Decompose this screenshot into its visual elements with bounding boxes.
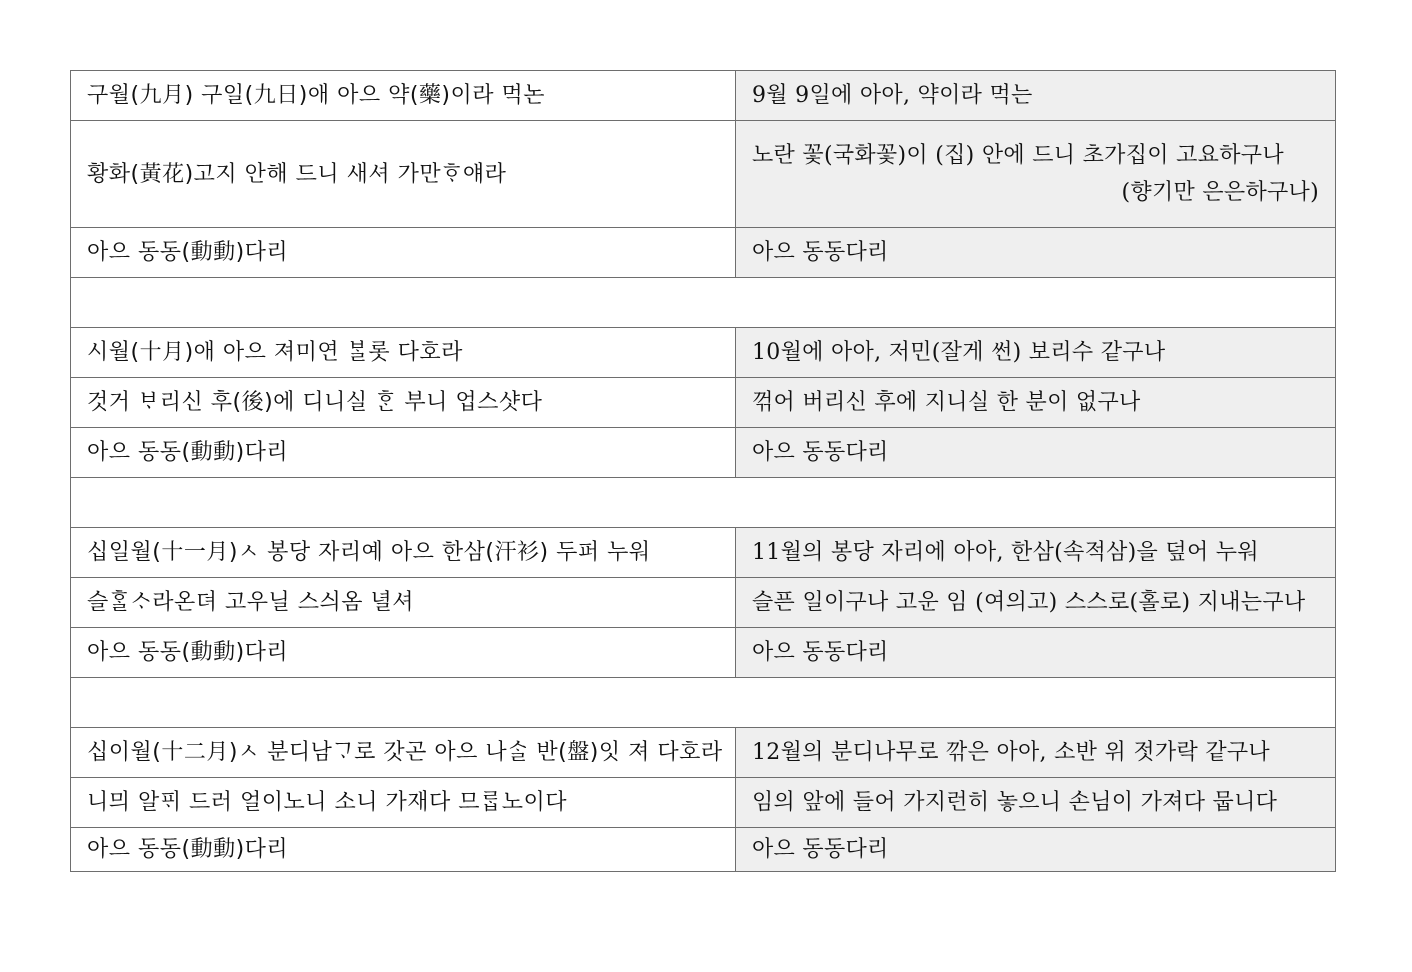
stanza-separator: [71, 478, 1336, 528]
table-row: [71, 728, 1336, 778]
table-row: [71, 228, 1336, 278]
separator-cell: [71, 678, 1336, 728]
original-cell: 아으 동동(動動)다리: [71, 428, 736, 478]
original-cell: 아으 동동(動動)다리: [71, 828, 736, 872]
translation-cell: 10월에 아아, 저민(잘게 썬) 보리수 같구나: [736, 328, 1336, 378]
original-cell: 시월(十月)애 아으 져미연 ᄇᆞᆯ롯 다호라: [71, 328, 736, 378]
original-cell: 황화(黃花)고지 안해 드니 새셔 가만ᄒᆞ얘라: [71, 121, 736, 228]
original-cell: 십일월(十一月)ㅅ 봉당 자리예 아으 한삼(汗衫) 두퍼 누워: [71, 528, 736, 578]
original-cell: 니믜 알ᄑᆡ 드러 얼이노니 소니 가재다 므ᄅᆞᆸ노이다: [71, 778, 736, 828]
translation-cell: 아으 동동다리: [736, 828, 1336, 872]
original-cell: 구월(九月) 구일(九日)애 아으 약(藥)이라 먹논: [71, 71, 736, 121]
translation-cell: 아으 동동다리: [736, 628, 1336, 678]
table-row: [71, 328, 1336, 378]
translation-line: 노란 꽃(국화꽃)이 (집) 안에 드니 초가집이 고요하구나: [752, 143, 1284, 168]
separator-cell: [71, 278, 1336, 328]
table-row: [71, 628, 1336, 678]
separator-cell: [71, 478, 1336, 528]
translation-cell: 12월의 분디나무로 깎은 아아, 소반 위 젓가락 같구나: [736, 728, 1336, 778]
table-row: [71, 828, 1336, 872]
stanza-separator: [71, 278, 1336, 328]
table-row: [71, 578, 1336, 628]
original-cell: 아으 동동(動動)다리: [71, 228, 736, 278]
translation-cell: 아으 동동다리: [736, 228, 1336, 278]
translation-cell: 아으 동동다리: [736, 428, 1336, 478]
translation-cell: 임의 앞에 들어 가지런히 놓으니 손님이 가져다 뭅니다: [736, 778, 1336, 828]
original-cell: 슬ᄒᆞᆯᄉᆞ라온뎌 고우닐 스싀옴 녈셔: [71, 578, 736, 628]
table-row: [71, 778, 1336, 828]
poem-table: [70, 70, 1336, 872]
translation-cell: 11월의 봉당 자리에 아아, 한삼(속적삼)을 덮어 누워: [736, 528, 1336, 578]
table-row: [71, 121, 1336, 228]
translation-line-2: (향기만 은은하구나): [1121, 180, 1319, 205]
translation-cell: 꺾어 버리신 후에 지니실 한 분이 없구나: [736, 378, 1336, 428]
translation-cell: [736, 121, 1336, 228]
table-row: [71, 71, 1336, 121]
translation-cell: 9월 9일에 아아, 약이라 먹는: [736, 71, 1336, 121]
table-row: [71, 428, 1336, 478]
table-row: [71, 378, 1336, 428]
stanza-separator: [71, 678, 1336, 728]
translation-cell: 슬픈 일이구나 고운 임 (여의고) 스스로(홀로) 지내는구나: [736, 578, 1336, 628]
original-cell: 아으 동동(動動)다리: [71, 628, 736, 678]
original-cell: 것거 ᄇᆞ리신 후(後)에 디니실 ᄒᆞᆫ 부니 업스샷다: [71, 378, 736, 428]
table-row: [71, 528, 1336, 578]
original-cell: 십이월(十二月)ㅅ 분디남ᄀᆞ로 갓곤 아으 나ᄉᆞᆯ 반(盤)잇 져 다호라: [71, 728, 736, 778]
